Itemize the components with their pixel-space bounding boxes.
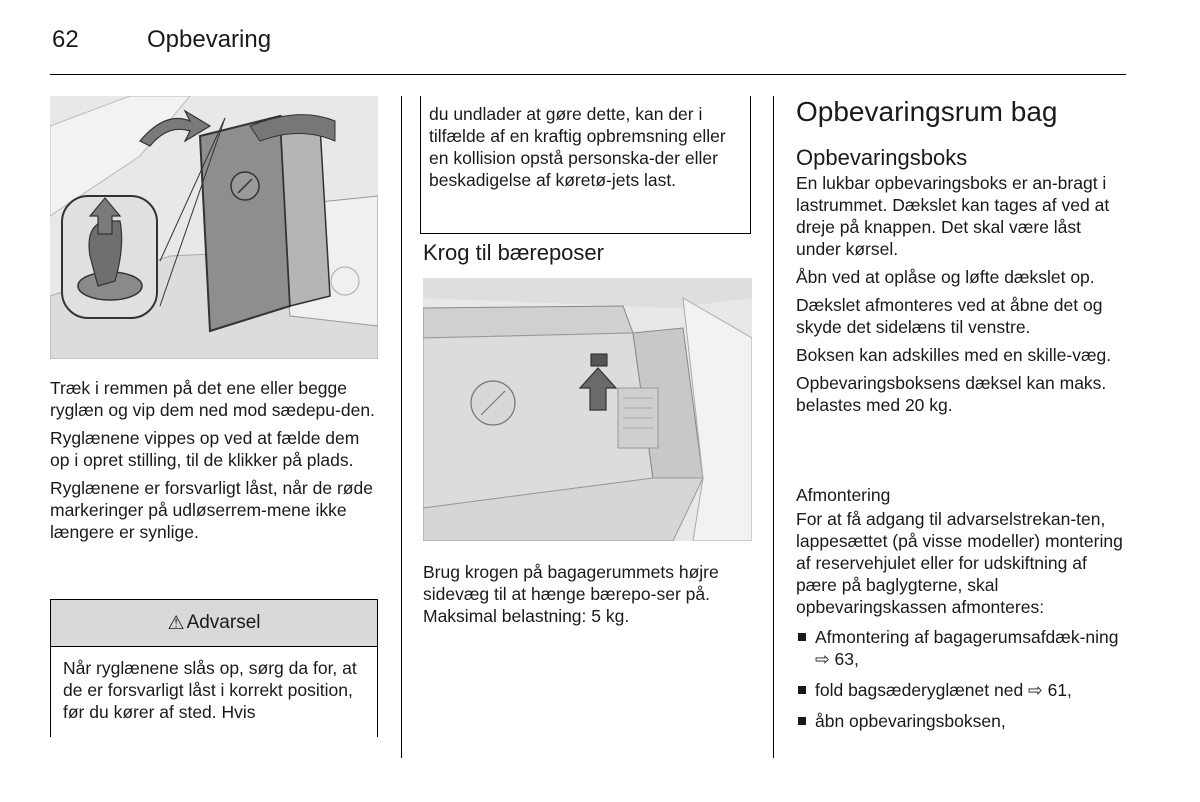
list-item-text: Afmontering af bagagerumsafdæk-ning ⇨ 63, [815,627,1119,669]
minor-heading: Afmontering [796,485,891,505]
header-rule [50,74,1126,75]
column-divider-2 [773,96,774,758]
paragraph: Opbevaringsboksens dæksel kan maks. belastes med 20 kg. [796,373,1107,415]
paragraph: Brug krogen på bagagerummets højre sidevæg til at hænge bærepo-ser på. Maksimal belastning: 5 kg. [423,562,719,626]
warning-header [50,599,378,647]
page-number: 62 [52,26,79,53]
paragraph: Åbn ved at oplåse og løfte dækslet op. [796,267,1095,287]
section-heading: Opbevaringsrum bag [796,96,1058,127]
page-title: Opbevaring [147,26,272,53]
bag-hook-figure [423,278,752,541]
column-3-procedure [796,508,1128,741]
subsection-heading: Opbevaringsboks [796,145,968,170]
list-item-text: åbn opbevaringsboksen, [815,711,1006,731]
paragraph: Ryglænene er forsvarligt låst, når de røde markeringer på udløserrem-mene ikke længere er synlige. [50,478,373,542]
bullet-icon [798,717,806,725]
warning-body: Når ryglænene slås op, sørg da for, at de er forsvarligt låst i korrekt position, før du kører af sted. Hvis [50,647,378,737]
warning-title: Advarsel [186,612,261,633]
column-divider-1 [401,96,402,758]
paragraph: For at få adgang til advarselstrekan-ten, lappesættet (på visse modeller) montering af reservehjulet eller for udskiftning af pære på baglygterne, skal opbevaringskassen afmonteres: [796,509,1123,617]
list-item [796,679,1128,701]
paragraph: En lukbar opbevaringsboks er an-bragt i lastrummet. Dækslet kan tages af ved at dreje på knappen. Det skal være låst under kørsel. [796,173,1110,259]
seat-backrest-figure [50,96,378,359]
column-1-text [50,377,380,549]
paragraph: Dækslet afmonteres ved at åbne det og skyde det sidelæns til venstre. [796,295,1103,337]
list-item [796,626,1128,670]
section-heading: Krog til bæreposer [423,240,604,265]
warning-icon: ⚠ [167,612,185,634]
list-item [796,710,1128,732]
bullet-list [796,626,1128,732]
bullet-icon [798,686,806,694]
warning-continued: du undlader at gøre dette, kan der i tilfælde af en kraftig opbremsning eller en kollision opstå personska-der eller beskadigelse af køretø-jets last. [420,96,751,234]
list-item-text: fold bagsæderyglænet ned ⇨ 61, [815,680,1072,700]
paragraph: Træk i remmen på det ene eller begge ryglæn og vip dem ned mod sædepu-den. [50,378,375,420]
paragraph: Ryglænene vippes op ved at fælde dem op i opret stilling, til de klikker på plads. [50,428,360,470]
column-2-text [423,561,753,633]
bullet-icon [798,633,806,641]
column-3-text [796,172,1128,422]
paragraph: Boksen kan adskilles med en skille-væg. [796,345,1112,365]
